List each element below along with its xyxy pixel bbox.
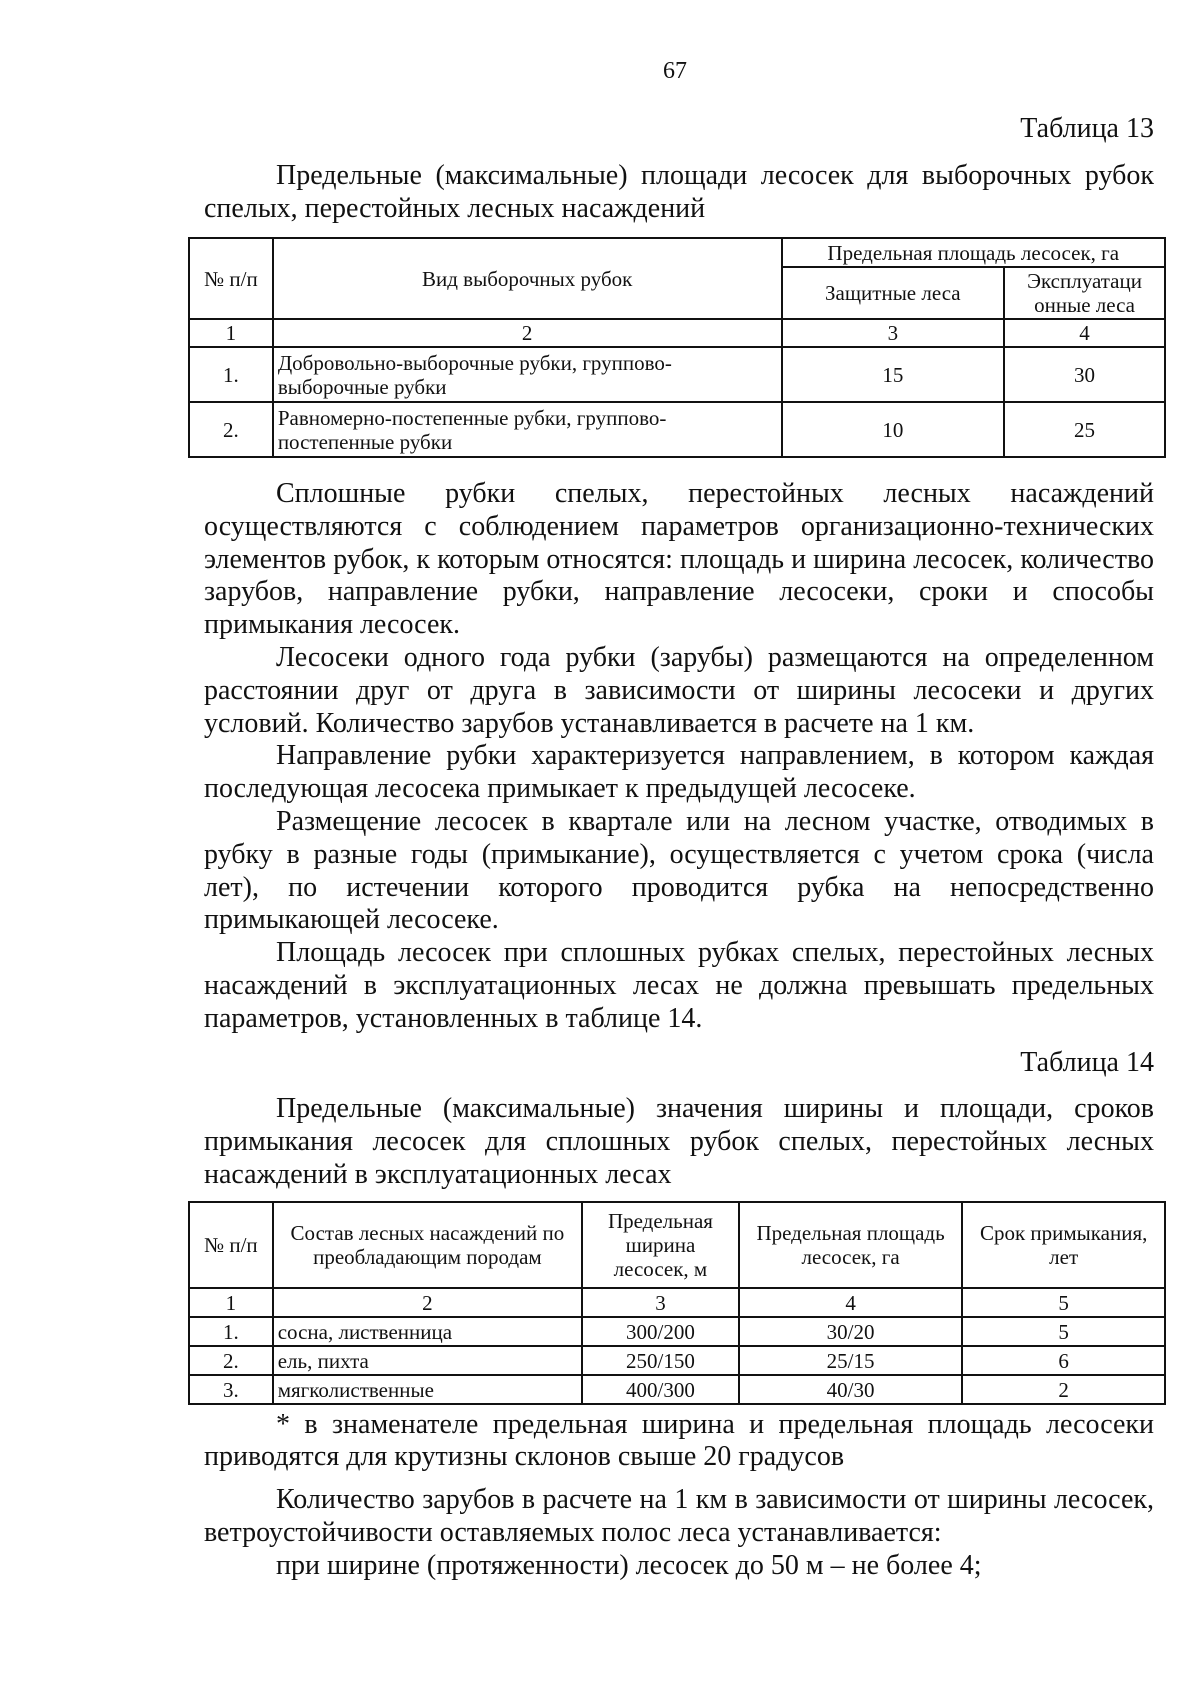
table-13-label: Таблица 13	[1020, 113, 1154, 144]
col-number: 3	[782, 319, 1005, 347]
header-width: Предельная ширина лесосек, м	[582, 1202, 739, 1288]
table-13-caption: Предельные (максимальные) площади лесосек для выборочных рубок спелых, перестойных лесных насаждений	[204, 160, 1154, 224]
page-number: 67	[663, 58, 687, 84]
table-14	[188, 1201, 1166, 1405]
table-row	[189, 347, 1165, 402]
paragraph: Площадь лесосек при сплошных рубках спелых, перестойных лесных насаждений в эксплуатационных лесах не должна превышать предельных параметров, установленных в таблице 14.	[204, 937, 1154, 1034]
row-width: 300/200	[582, 1317, 739, 1346]
col-number: 4	[739, 1288, 962, 1317]
row-type: Добровольно-выборочные рубки, группово-выборочные рубки	[273, 347, 782, 402]
table-row	[189, 402, 1165, 457]
closing-text	[204, 1484, 1154, 1582]
row-protective: 10	[782, 402, 1005, 457]
row-composition: ель, пихта	[273, 1346, 582, 1375]
table-13-column-numbers	[189, 319, 1165, 347]
paragraph: при ширине (протяженности) лесосек до 50 м – не более 4;	[276, 1549, 982, 1581]
col-number: 2	[273, 1288, 582, 1317]
row-term: 2	[962, 1375, 1165, 1404]
col-number: 1	[189, 319, 273, 347]
row-num: 3.	[189, 1375, 273, 1404]
row-num: 1.	[189, 1317, 273, 1346]
row-composition: мягколиственные	[273, 1375, 582, 1404]
paragraph: Сплошные рубки спелых, перестойных лесных насаждений осуществляются с соблюдением параметров организационно-технических элементов рубок, к которым относятся: площадь и ширина лесосек, количество зарубов, направление рубки, направление лесосеки, сроки и способы примыкания лесосек.	[204, 478, 1154, 641]
table-13	[188, 237, 1166, 458]
table-14-header-row	[189, 1202, 1165, 1288]
table-14-column-numbers	[189, 1288, 1165, 1317]
row-composition: сосна, лиственница	[273, 1317, 582, 1346]
col-number: 1	[189, 1288, 273, 1317]
row-num: 2.	[189, 1346, 273, 1375]
header-composition: Состав лесных насаждений по преобладающим породам	[273, 1202, 582, 1288]
row-area: 30/20	[739, 1317, 962, 1346]
row-width: 250/150	[582, 1346, 739, 1375]
row-exploitable: 30	[1004, 347, 1165, 402]
table-14-caption: Предельные (максимальные) значения ширины и площади, сроков примыкания лесосек для сплошных рубок спелых, перестойных лесных насаждений в эксплуатационных лесах	[204, 1093, 1154, 1190]
header-num: № п/п	[189, 238, 273, 319]
table-row	[189, 1375, 1165, 1404]
paragraph: Лесосеки одного года рубки (зарубы) размещаются на определенном расстоянии друг от друга в зависимости от ширины лесосеки и других условий. Количество зарубов устанавливается в расчете на 1 км.	[204, 641, 1154, 739]
col-number: 3	[582, 1288, 739, 1317]
body-text	[204, 478, 1154, 1036]
col-number: 4	[1004, 319, 1165, 347]
table-row	[189, 1346, 1165, 1375]
table-14-footnote: * в знаменателе предельная ширина и предельная площадь лесосеки приводятся для крутизны склонов свыше 20 градусов	[204, 1409, 1154, 1472]
table-13-header-row	[189, 238, 1165, 267]
row-term: 6	[962, 1346, 1165, 1375]
table-row	[189, 1317, 1165, 1346]
col-number: 2	[273, 319, 782, 347]
row-area: 25/15	[739, 1346, 962, 1375]
table-14-label: Таблица 14	[1020, 1047, 1154, 1078]
row-protective: 15	[782, 347, 1005, 402]
paragraph: Количество зарубов в расчете на 1 км в зависимости от ширины лесосек, ветроустойчивости оставляемых полос леса устанавливается:	[204, 1484, 1154, 1548]
header-num: № п/п	[189, 1202, 273, 1288]
row-num: 1.	[189, 347, 273, 402]
header-protective: Защитные леса	[782, 267, 1005, 319]
header-area: Предельная площадь лесосек, га	[739, 1202, 962, 1288]
row-term: 5	[962, 1317, 1165, 1346]
row-exploitable: 25	[1004, 402, 1165, 457]
row-type: Равномерно-постепенные рубки, группово-постепенные рубки	[273, 402, 782, 457]
header-exploitable: Эксплуатаци онные леса	[1004, 267, 1165, 319]
row-width: 400/300	[582, 1375, 739, 1404]
paragraph: Размещение лесосек в квартале или на лесном участке, отводимых в рубку в разные годы (примыкание), осуществляется с учетом срока (числа лет), по истечении которого проводится рубка на непосредственно примыкающей лесосеке.	[204, 805, 1154, 936]
col-number: 5	[962, 1288, 1165, 1317]
header-term: Срок примыкания, лет	[962, 1202, 1165, 1288]
header-type: Вид выборочных рубок	[273, 238, 782, 319]
row-num: 2.	[189, 402, 273, 457]
header-area-group: Предельная площадь лесосек, га	[782, 238, 1165, 267]
paragraph: Направление рубки характеризуется направлением, в котором каждая последующая лесосека примыкает к предыдущей лесосеке.	[204, 740, 1154, 805]
row-area: 40/30	[739, 1375, 962, 1404]
